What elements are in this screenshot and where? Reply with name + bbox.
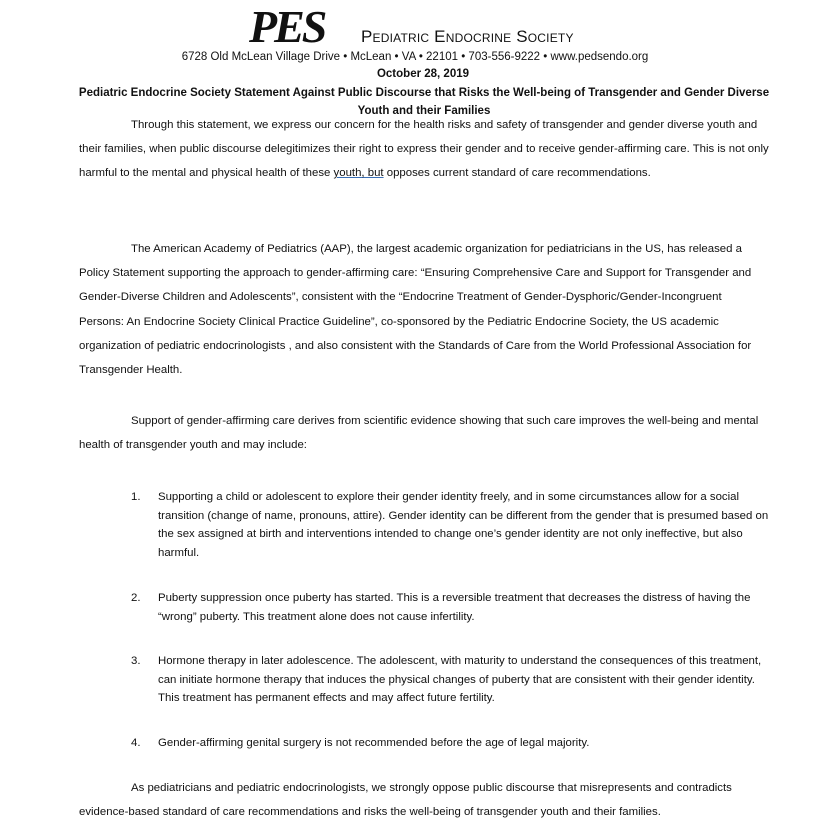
paragraph-4-text: As pediatricians and pediatric endocrinologists, we strongly oppose public discourse that misrepresents and contradicts evidence-based standard of care recommendations and risks the well-being of transgender youth and their families. xyxy=(79,782,732,819)
list-number: 3. xyxy=(131,655,141,667)
list-number: 1. xyxy=(131,491,141,503)
paragraph-4 xyxy=(79,776,769,824)
list-number: 2. xyxy=(131,592,141,604)
list-number: 4. xyxy=(131,737,141,749)
letterhead xyxy=(0,1,830,52)
list-text: Gender-affirming genital surgery is not recommended before the age of legal majority. xyxy=(158,737,590,749)
pes-logo: PES xyxy=(249,1,325,52)
list-text: Hormone therapy in later adolescence. The adolescent, with maturity to understand the consequences of this treatment, can initiate hormone therapy that induces the physical changes of puberty that are consistent with their gender identity. This treatment has permanent effects and may affect future fertility. xyxy=(158,655,762,704)
paragraph-1-underlined: youth, but xyxy=(333,167,384,180)
paragraph-1-text-b: opposes current standard of care recommendations. xyxy=(383,167,651,180)
address-line: 6728 Old McLean Village Drive • McLean • VA • 22101 • 703-556-9222 • www.pedsendo.org xyxy=(181,51,649,63)
list-text: Supporting a child or adolescent to explore their gender identity freely, and in some circumstances allow for a social transition (change of name, pronouns, attire). Gender identity can be different from the gender that is presumed based on the sex assigned at birth and interventions intended to change one’s gender identity are not only ineffective, but also harmful. xyxy=(158,491,769,559)
statement-title: Pediatric Endocrine Society Statement Against Public Discourse that Risks the Well-being of Transgender and Gender Diverse Youth and their Families xyxy=(78,87,770,117)
paragraph-1-text-a: Through this statement, we express our concern for the health risks and safety of transgender and gender diverse youth and their families, when public discourse delegitimizes their right to express their gender and to receive gender-affirming care. This is not only harmful to the mental and physical health of these xyxy=(79,119,769,180)
paragraph-2-text: The American Academy of Pediatrics (AAP), the largest academic organization for pediatricians in the US, has released a Policy Statement supporting the approach to gender-affirming care: “Ensuring Comprehensive Care and Support for Transgender and Gender-Diverse Children and Adolescents”, consistent with the “Endocrine Treatment of Gender-Dysphoric/Gender-Incongruent Persons: An Endocrine Society Clinical Practice Guideline”, co-sponsored by the Pediatric Endocrine Society, the US academic organization of pediatric endocrinologists , and also consistent with the Standards of Care from the World Professional Association for Transgender Health. xyxy=(79,243,752,377)
organization-name: Pediatric Endocrine Society xyxy=(361,27,574,46)
paragraph-3-text: Support of gender-affirming care derives from scientific evidence showing that such care improves the well-being and mental health of transgender youth and may include: xyxy=(79,415,759,452)
paragraph-1 xyxy=(79,113,769,186)
statement-date: October 28, 2019 xyxy=(376,68,470,80)
paragraph-2 xyxy=(79,237,769,382)
list-text: Puberty suppression once puberty has started. This is a reversible treatment that decreases the distress of having the “wrong” puberty. This treatment alone does not cause infertility. xyxy=(158,592,751,623)
paragraph-3 xyxy=(79,409,769,457)
